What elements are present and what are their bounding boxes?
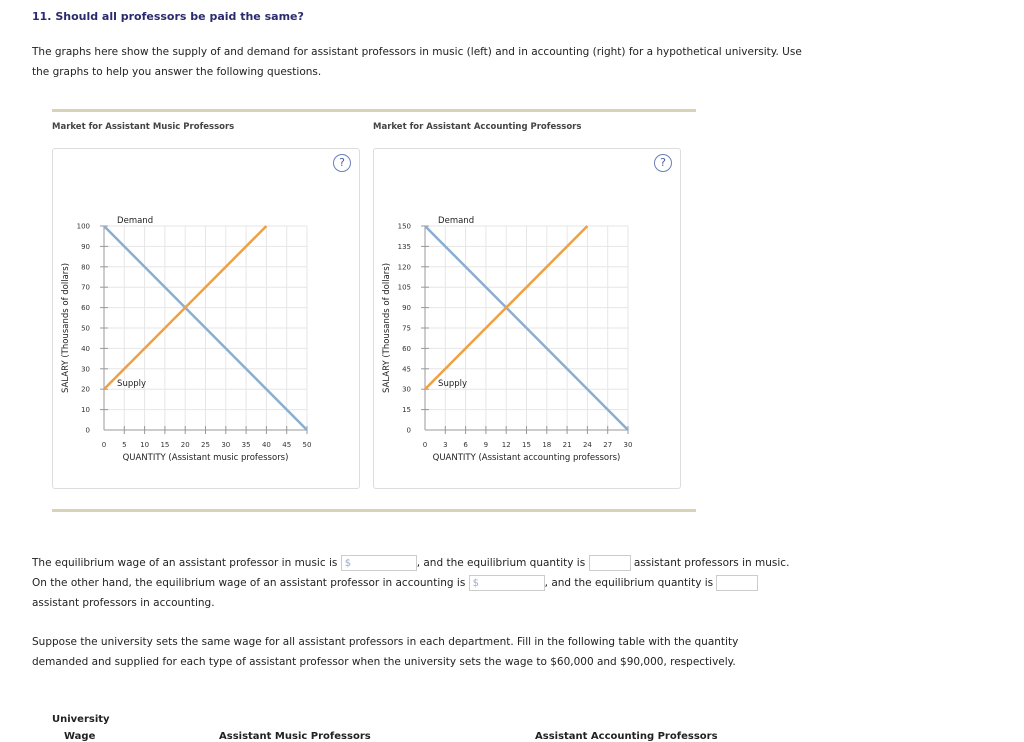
answer-text-3: assistant professors in music. On the other hand, the equilibrium wage of an assistant professor in accounting is (32, 557, 790, 589)
x-tick-label: 25 (201, 441, 210, 449)
x-tick-label: 15 (522, 441, 531, 449)
y-tick-label: 0 (406, 426, 411, 435)
table-header-music: Assistant Music Professors (219, 731, 371, 742)
accounting-wage-input[interactable]: $ (469, 575, 545, 591)
x-tick-label: 15 (160, 441, 170, 449)
y-tick-label: 45 (402, 365, 411, 374)
y-tick-label: 135 (397, 242, 411, 251)
y-axis-title: SALARY (Thousands of dollars) (382, 262, 392, 394)
x-tick-label: 5 (122, 441, 127, 449)
supply-label: Supply (438, 379, 468, 390)
x-tick-label: 30 (221, 441, 231, 449)
answer-text-2: , and the equilibrium quantity is (416, 557, 586, 569)
y-tick-label: 75 (402, 324, 411, 333)
music-chart (53, 149, 359, 488)
x-tick-label: 21 (562, 441, 572, 449)
x-tick-label: 50 (302, 441, 312, 449)
x-tick-label: 40 (261, 441, 271, 449)
x-axis-title: QUANTITY (Assistant music professors) (122, 453, 289, 463)
y-tick-label: 100 (76, 222, 90, 231)
y-tick-label: 10 (81, 406, 90, 415)
table-header-wage: University (52, 714, 110, 725)
accounting-quantity-input[interactable] (716, 575, 758, 591)
y-tick-label: 20 (81, 385, 90, 394)
y-axis-title: SALARY (Thousands of dollars) (61, 262, 71, 394)
question-intro: The graphs here show the supply of and demand for assistant professors in music (left) and in accounting (right) for a hypothetical university. Use the graphs to help you answer the following questions. (32, 46, 802, 78)
y-tick-label: 50 (81, 324, 90, 333)
x-tick-label: 10 (140, 441, 150, 449)
y-tick-label: 90 (402, 304, 411, 313)
demand-label: Demand (438, 216, 475, 226)
y-tick-label: 120 (397, 263, 411, 272)
x-tick-label: 35 (241, 441, 251, 449)
x-tick-label: 18 (542, 441, 552, 449)
y-tick-label: 60 (402, 344, 411, 353)
y-tick-label: 30 (81, 365, 90, 374)
accounting-graph-title: Market for Assistant Accounting Professors (373, 122, 582, 132)
x-tick-label: 9 (483, 441, 489, 449)
y-tick-label: 90 (81, 242, 90, 251)
x-tick-label: 12 (501, 441, 511, 449)
supply-label: Supply (117, 379, 147, 390)
music-wage-input[interactable]: $ (341, 555, 417, 571)
y-tick-label: 150 (397, 222, 411, 231)
help-icon[interactable]: ? (333, 154, 351, 172)
x-axis-title: QUANTITY (Assistant accounting professors) (432, 453, 621, 463)
accounting-chart (374, 149, 680, 488)
table-header-accounting: Assistant Accounting Professors (535, 731, 718, 742)
music-graph-title: Market for Assistant Music Professors (52, 122, 235, 132)
accounting-graph-panel (373, 148, 681, 489)
answer-text-4: , and the equilibrium quantity is (544, 577, 714, 589)
answer-paragraph (32, 553, 792, 613)
x-tick-label: 20 (180, 441, 190, 449)
music-quantity-input[interactable] (589, 555, 631, 571)
y-tick-label: 60 (81, 304, 90, 313)
help-icon[interactable]: ? (654, 154, 672, 172)
y-tick-label: 30 (402, 385, 411, 394)
x-tick-label: 27 (603, 441, 613, 449)
y-tick-label: 80 (81, 263, 90, 272)
x-tick-label: 45 (282, 441, 292, 449)
x-tick-label: 3 (443, 441, 448, 449)
table-instructions: Suppose the university sets the same wage for all assistant professors in each department. Fill in the following table with the quantity demanded and supplied for each type of assistant professor when the university sets the wage to $60,000 and $90,000, respectively. (32, 636, 739, 668)
demand-label: Demand (117, 216, 154, 226)
x-tick-label: 30 (623, 441, 633, 449)
top-divider (52, 109, 696, 112)
table-header-wage-2: Wage (64, 731, 96, 742)
y-tick-label: 40 (81, 344, 90, 353)
bottom-divider (52, 509, 696, 512)
y-tick-label: 70 (81, 283, 90, 292)
answer-text-5: assistant professors in accounting. (32, 597, 215, 609)
x-tick-label: 6 (463, 441, 468, 449)
answer-text-1: The equilibrium wage of an assistant professor in music is (32, 557, 338, 569)
music-graph-panel (52, 148, 360, 489)
question-title: 11. Should all professors be paid the same? (32, 10, 304, 23)
y-tick-label: 105 (397, 283, 411, 292)
x-tick-label: 0 (101, 441, 107, 449)
y-tick-label: 0 (85, 426, 90, 435)
y-tick-label: 15 (402, 406, 411, 415)
x-tick-label: 0 (422, 441, 428, 449)
x-tick-label: 24 (582, 441, 592, 449)
